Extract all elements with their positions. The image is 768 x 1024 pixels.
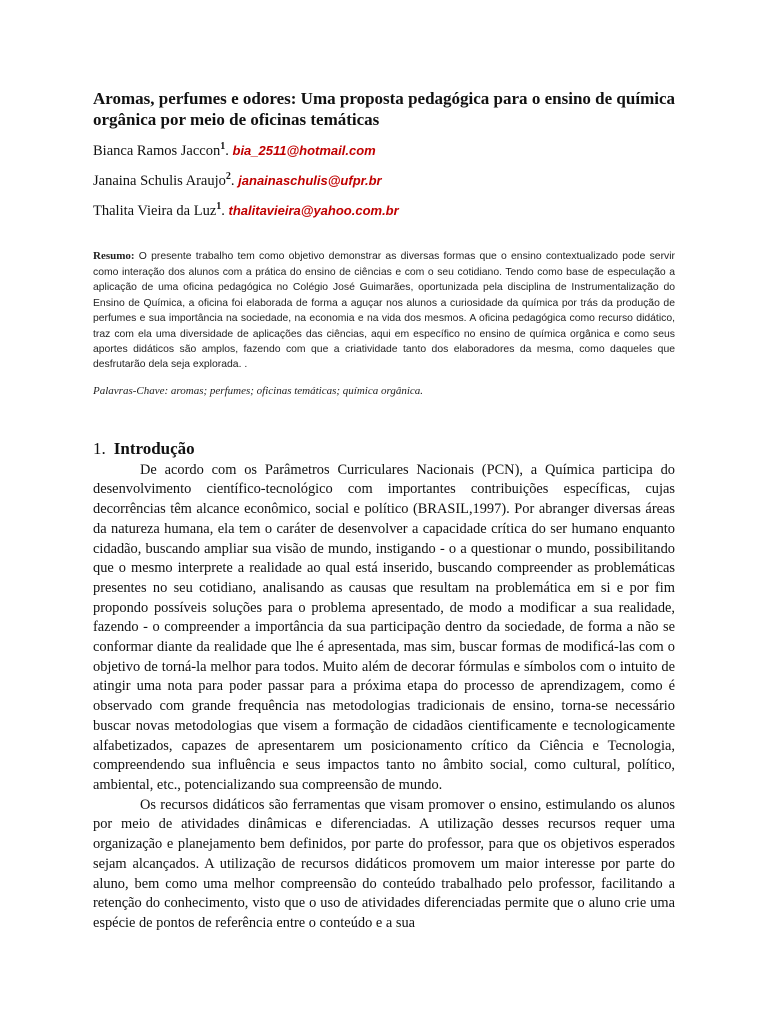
- abstract-label: Resumo:: [93, 250, 135, 263]
- body-paragraph: De acordo com os Parâmetros Curriculares Nacionais (PCN), a Química participa do desenvolvimento científico-tecnológico com importantes contribuições específicas, cujas decorrências têm alcance econômico, social e político (BRASIL,1997). Por abranger diversas áreas da natureza humana, ela tem o caráter de desenvolver a capacidade crítica do ser humano enquanto cidadão, buscando ampliar sua visão de mundo, instigando - o a questionar o mundo, possibilitando que o mesmo interprete a realidade ao qual está inserido, buscando compreender as problemáticas presentes no seu cotidiano, analisando as causas que resultam na problemática em si e por fim propondo possíveis soluções para o problema apresentado, de modo a modificar a sua realidade, fazendo - o compreender a importância da sua participação dentro da sociedade, de forma a não se conformar diante da realidade que lhe é apresentada, mas sim, buscar formas de modificá-las com o objetivo de torná-la melhor para todos. Muito além de decorar fórmulas e símbolos com o intuito de atingir uma nota para poder passar para a próxima etapa do processo de aprendizagem, como é observado com grande frequência nas metodologias tradicionais de ensino, torna-se necessário buscar novas metodologias que visem a formação de cidadãos cientificamente e tecnologicamente alfabetizados, capazes de apresentarem um posicionamento crítico da Ciência e Tecnologia, compreendendo sua influência e seus impactos tanto no âmbito social, como cultural, político, ambiental, etc., potencializando sua compreensão de mundo.: [93, 461, 675, 793]
- author-line: [93, 138, 675, 160]
- author-separator: .: [225, 142, 233, 159]
- section-title: Introdução: [113, 438, 195, 458]
- author-separator: .: [221, 202, 229, 219]
- author-separator: .: [230, 172, 239, 189]
- keywords: Palavras-Chave: aromas; perfumes; oficinas temáticas; química orgânica.: [93, 384, 424, 397]
- abstract: [93, 249, 675, 372]
- author-email-link[interactable]: janainaschulis@ufpr.br: [238, 172, 382, 188]
- section-body: [93, 461, 675, 934]
- abstract-text: O presente trabalho tem como objetivo demonstrar as diversas formas que o ensino contextualizado pode servir como interação dos alunos com a prática do ensino de ciências e com o seu cotidiano. Tendo como base de especulação a aplicação de uma oficina pedagógica no Colégio José Guimarães, oportunizada pela disciplina de Instrumentalização do Ensino de Química, a oficina foi elaborada de forma a aguçar nos alunos a curiosidade da química por trás da produção de perfumes e sua importância na sociedade, na economia e na vida dos mesmos. A oficina pedagógica como recurso didático, traz com ela uma diversidade de aplicações das ciências, aqui em específico no ensino de química orgânica e como seus aportes didáticos são amplos, fazendo com que a criatividade tanto dos elaboradores da mesma, como daqueles que desfrutarão dela seja explorada. .: [93, 251, 675, 371]
- author-line: [93, 198, 675, 220]
- author-name: Bianca Ramos Jaccon: [93, 142, 221, 159]
- section-number: 1.: [93, 438, 106, 458]
- author-name: Janaina Schulis Araujo: [93, 172, 226, 189]
- paper-title: Aromas, perfumes e odores: Uma proposta pedagógica para o ensino de química orgânica por meio de oficinas temáticas: [93, 89, 675, 129]
- author-line: [93, 168, 675, 190]
- author-email-link[interactable]: thalitavieira@yahoo.com.br: [228, 202, 399, 218]
- author-affiliation: 2: [225, 170, 231, 182]
- authors-block: [93, 138, 675, 219]
- author-email-link[interactable]: bia_2511@hotmail.com: [232, 142, 376, 158]
- section-heading: [93, 439, 675, 459]
- body-paragraph: Os recursos didáticos são ferramentas que visam promover o ensino, estimulando os alunos por meio de atividades dinâmicas e diferenciadas. A utilização desses recursos requer uma organização e planejamento bem definidos, por parte do professor, para que os objetivos esperados sejam alcançados. A utilização de recursos didáticos promovem um maior interesse por parte do aluno, bem como uma melhor compreensão do conteúdo trabalhado pelo professor, facilitando a retenção do conhecimento, visto que o uso de atividades diferenciadas permite que o aluno crie uma espécie de pontos de referência entre o conteúdo e a sua: [93, 796, 675, 931]
- author-name: Thalita Vieira da Luz: [93, 202, 217, 219]
- author-affiliation: 1: [220, 141, 226, 152]
- author-affiliation: 1: [216, 200, 222, 212]
- document-page: [93, 88, 675, 934]
